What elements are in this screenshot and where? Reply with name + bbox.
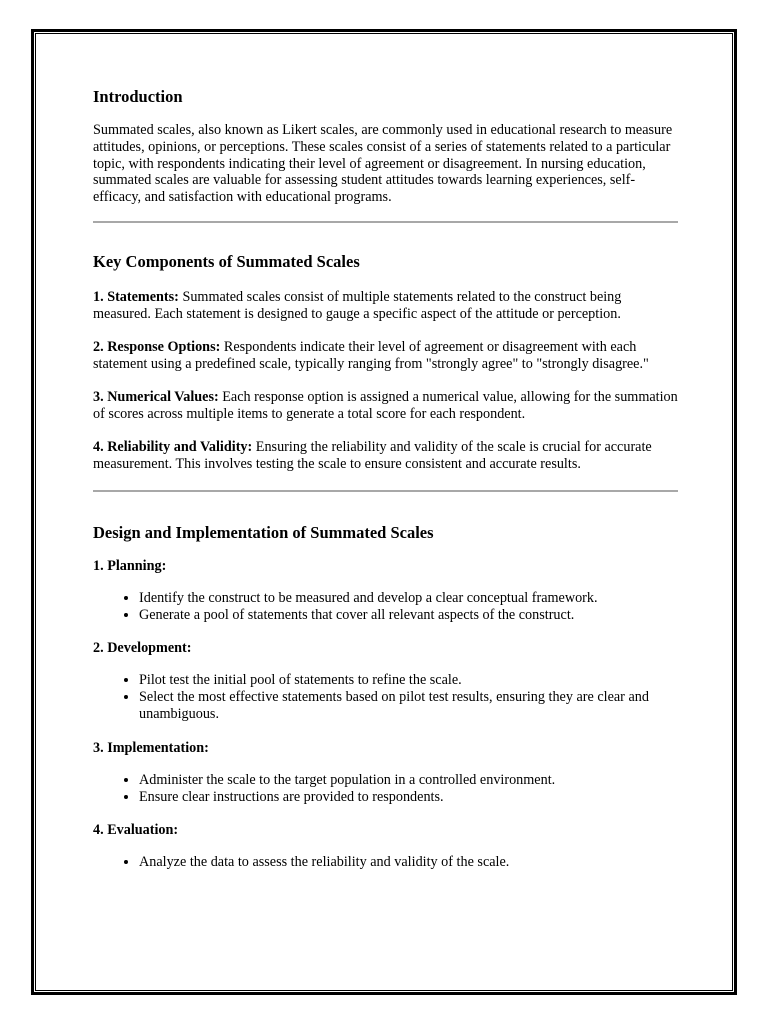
component-label: 4. Reliability and Validity: <box>93 439 253 456</box>
component-text: Each response option is assigned a numerical value, allowing for the summation of scores across multiple items to generate a total score for each respondent. <box>93 389 678 422</box>
step-list <box>93 672 678 722</box>
design-section <box>93 522 678 871</box>
component-label: 2. Response Options: <box>93 339 221 356</box>
key-components-section <box>93 251 678 473</box>
component-item <box>93 439 678 473</box>
component-item <box>93 389 678 423</box>
list-item: • Analyze the data to assess the reliability and validity of the scale. <box>139 854 678 871</box>
step-title: 3. Implementation: <box>93 739 209 756</box>
list-item: • Pilot test the initial pool of statements to refine the scale. <box>139 672 678 689</box>
step-title: 2. Development: <box>93 640 192 657</box>
component-text: Ensuring the reliability and validity of the scale is crucial for accurate measurement. This involves testing the scale to ensure consistent and accurate results. <box>93 439 652 473</box>
section-divider <box>93 490 678 492</box>
list-item: • Ensure clear instructions are provided to respondents. <box>139 789 678 806</box>
step-title: 1. Planning: <box>93 557 167 574</box>
component-text: Respondents indicate their level of agreement or disagreement with each statement using a predefined scale, typically ranging from "strongly agree" to "strongly disagree." <box>93 339 649 372</box>
section-divider <box>93 221 678 223</box>
step-title: 4. Evaluation: <box>93 822 179 839</box>
component-item <box>93 339 678 373</box>
design-heading: Design and Implementation of Summated Scales <box>93 522 434 542</box>
document-body <box>93 86 678 887</box>
step-list <box>93 772 678 806</box>
list-item: • Identify the construct to be measured and develop a clear conceptual framework. <box>139 590 678 607</box>
key-components-heading: Key Components of Summated Scales <box>93 251 360 271</box>
introduction-paragraph: Summated scales, also known as Likert scales, are commonly used in educational research to measure attitudes, opinions, or perceptions. These scales consist of a series of statements related to a particular topic, with respondents indicating their level of agreement or disagreement. In nursing education, summated scales are valuable for assessing student attitudes towards learning experiences, self-efficacy, and satisfaction with educational programs. <box>93 122 673 206</box>
component-label: 1. Statements: <box>93 288 179 305</box>
introduction-section <box>93 86 678 206</box>
list-item: • Administer the scale to the target population in a controlled environment. <box>139 772 678 789</box>
introduction-heading: Introduction <box>93 87 183 106</box>
step-list <box>93 854 678 871</box>
list-item: • Generate a pool of statements that cover all relevant aspects of the construct. <box>139 607 678 624</box>
component-label: 3. Numerical Values: <box>93 389 219 406</box>
list-item: • Select the most effective statements based on pilot test results, ensuring they are clear and unambiguous. <box>139 689 678 723</box>
step-list <box>93 590 678 624</box>
component-text: Summated scales consist of multiple statements related to the construct being measured. Each statement is designed to gauge a specific aspect of the attitude or perception. <box>93 288 622 322</box>
component-item <box>93 289 678 323</box>
